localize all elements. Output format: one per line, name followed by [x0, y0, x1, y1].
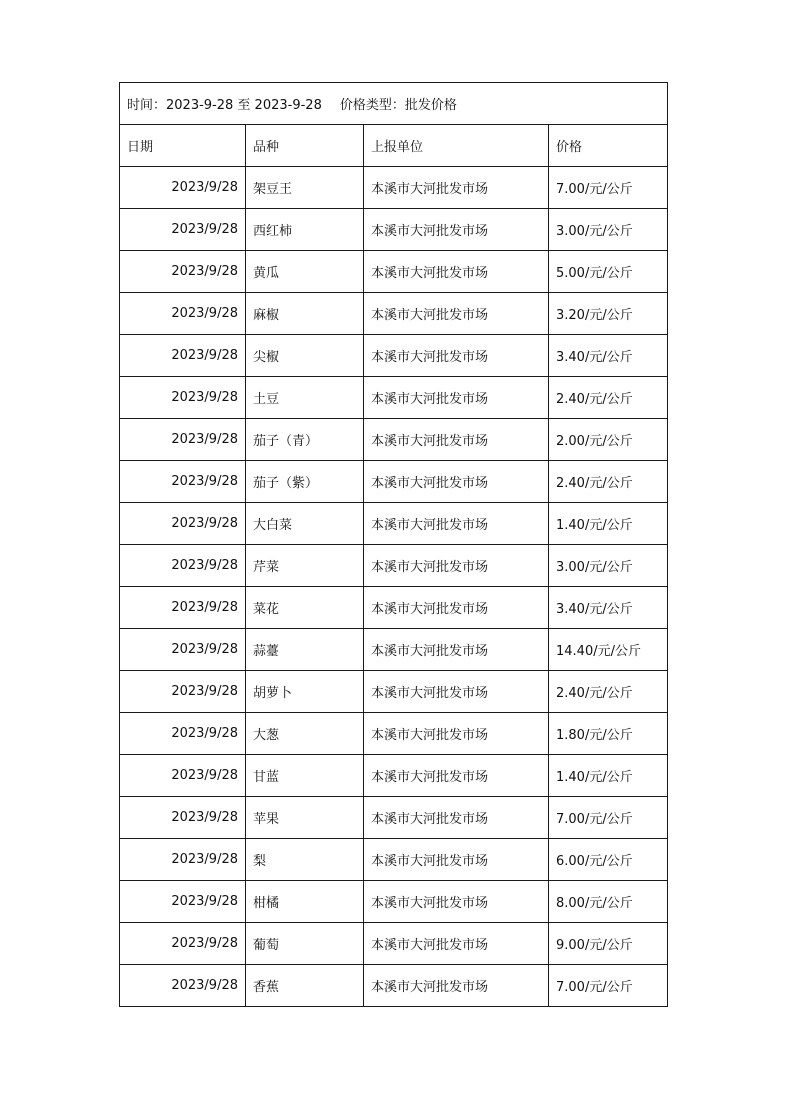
- table-row: [120, 923, 668, 965]
- table-row: [120, 209, 668, 251]
- cell-price: 3.20/元/公斤: [549, 293, 668, 335]
- cell-unit: 本溪市大河批发市场: [364, 923, 549, 965]
- column-header-price: 价格: [549, 125, 668, 167]
- cell-date: 2023/9/28: [120, 503, 246, 545]
- cell-date: 2023/9/28: [120, 167, 246, 209]
- cell-unit: 本溪市大河批发市场: [364, 293, 549, 335]
- cell-date: 2023/9/28: [120, 755, 246, 797]
- cell-price: 3.40/元/公斤: [549, 335, 668, 377]
- cell-date: 2023/9/28: [120, 461, 246, 503]
- table-row: [120, 293, 668, 335]
- table-row: [120, 419, 668, 461]
- cell-price: 1.40/元/公斤: [549, 755, 668, 797]
- table-body: [120, 83, 668, 1007]
- cell-date: 2023/9/28: [120, 251, 246, 293]
- cell-date: 2023/9/28: [120, 797, 246, 839]
- cell-item: 黄瓜: [246, 251, 364, 293]
- cell-date: 2023/9/28: [120, 923, 246, 965]
- cell-unit: 本溪市大河批发市场: [364, 167, 549, 209]
- cell-price: 2.40/元/公斤: [549, 377, 668, 419]
- table-row: [120, 671, 668, 713]
- price-type-value: 批发价格: [404, 98, 457, 113]
- cell-price: 3.00/元/公斤: [549, 545, 668, 587]
- cell-unit: 本溪市大河批发市场: [364, 503, 549, 545]
- cell-unit: 本溪市大河批发市场: [364, 335, 549, 377]
- cell-item: 茄子（青）: [246, 419, 364, 461]
- cell-item: 麻椒: [246, 293, 364, 335]
- cell-item: 尖椒: [246, 335, 364, 377]
- cell-date: 2023/9/28: [120, 545, 246, 587]
- table-row: [120, 251, 668, 293]
- column-header-date: 日期: [120, 125, 246, 167]
- cell-price: 6.00/元/公斤: [549, 839, 668, 881]
- cell-date: 2023/9/28: [120, 377, 246, 419]
- cell-date: 2023/9/28: [120, 419, 246, 461]
- time-range: 2023-9-28 至 2023-9-28: [166, 98, 322, 113]
- cell-unit: 本溪市大河批发市场: [364, 629, 549, 671]
- cell-item: 香蕉: [246, 965, 364, 1007]
- cell-date: 2023/9/28: [120, 965, 246, 1007]
- table-row: [120, 629, 668, 671]
- cell-unit: 本溪市大河批发市场: [364, 965, 549, 1007]
- cell-unit: 本溪市大河批发市场: [364, 419, 549, 461]
- cell-date: 2023/9/28: [120, 839, 246, 881]
- column-header-unit: 上报单位: [364, 125, 549, 167]
- column-header-item: 品种: [246, 125, 364, 167]
- cell-date: 2023/9/28: [120, 335, 246, 377]
- cell-price: 3.40/元/公斤: [549, 587, 668, 629]
- price-table: [119, 82, 668, 1007]
- cell-price: 7.00/元/公斤: [549, 965, 668, 1007]
- cell-date: 2023/9/28: [120, 671, 246, 713]
- header-row: [120, 125, 668, 167]
- cell-price: 8.00/元/公斤: [549, 881, 668, 923]
- cell-price: 1.40/元/公斤: [549, 503, 668, 545]
- cell-unit: 本溪市大河批发市场: [364, 713, 549, 755]
- table-row: [120, 713, 668, 755]
- cell-date: 2023/9/28: [120, 713, 246, 755]
- table-row: [120, 167, 668, 209]
- table-row: [120, 797, 668, 839]
- price-type-label: 价格类型：: [339, 98, 405, 113]
- caption-cell: [120, 83, 668, 125]
- cell-date: 2023/9/28: [120, 293, 246, 335]
- cell-item: 柑橘: [246, 881, 364, 923]
- cell-unit: 本溪市大河批发市场: [364, 881, 549, 923]
- cell-price: 7.00/元/公斤: [549, 167, 668, 209]
- table-row: [120, 881, 668, 923]
- cell-price: 2.40/元/公斤: [549, 461, 668, 503]
- cell-item: 梨: [246, 839, 364, 881]
- cell-item: 葡萄: [246, 923, 364, 965]
- cell-item: 芹菜: [246, 545, 364, 587]
- cell-price: 3.00/元/公斤: [549, 209, 668, 251]
- caption-row: [120, 83, 668, 125]
- cell-date: 2023/9/28: [120, 209, 246, 251]
- cell-unit: 本溪市大河批发市场: [364, 755, 549, 797]
- cell-item: 菜花: [246, 587, 364, 629]
- table-row: [120, 587, 668, 629]
- table-row: [120, 461, 668, 503]
- time-label: 时间：: [127, 98, 167, 113]
- cell-item: 大葱: [246, 713, 364, 755]
- cell-unit: 本溪市大河批发市场: [364, 251, 549, 293]
- cell-unit: 本溪市大河批发市场: [364, 587, 549, 629]
- table-row: [120, 755, 668, 797]
- cell-item: 大白菜: [246, 503, 364, 545]
- cell-unit: 本溪市大河批发市场: [364, 461, 549, 503]
- cell-price: 9.00/元/公斤: [549, 923, 668, 965]
- cell-price: 1.80/元/公斤: [549, 713, 668, 755]
- cell-item: 架豆王: [246, 167, 364, 209]
- table-row: [120, 545, 668, 587]
- cell-unit: 本溪市大河批发市场: [364, 545, 549, 587]
- cell-date: 2023/9/28: [120, 881, 246, 923]
- cell-date: 2023/9/28: [120, 629, 246, 671]
- cell-price: 7.00/元/公斤: [549, 797, 668, 839]
- cell-price: 2.40/元/公斤: [549, 671, 668, 713]
- cell-item: 土豆: [246, 377, 364, 419]
- cell-item: 胡萝卜: [246, 671, 364, 713]
- cell-unit: 本溪市大河批发市场: [364, 209, 549, 251]
- cell-unit: 本溪市大河批发市场: [364, 377, 549, 419]
- cell-price: 14.40/元/公斤: [549, 629, 668, 671]
- cell-price: 5.00/元/公斤: [549, 251, 668, 293]
- cell-date: 2023/9/28: [120, 587, 246, 629]
- cell-price: 2.00/元/公斤: [549, 419, 668, 461]
- table-row: [120, 335, 668, 377]
- cell-item: 苹果: [246, 797, 364, 839]
- table-row: [120, 965, 668, 1007]
- cell-item: 西红柿: [246, 209, 364, 251]
- cell-item: 甘蓝: [246, 755, 364, 797]
- table-row: [120, 377, 668, 419]
- cell-unit: 本溪市大河批发市场: [364, 797, 549, 839]
- table-row: [120, 503, 668, 545]
- cell-item: 蒜薹: [246, 629, 364, 671]
- table-row: [120, 839, 668, 881]
- cell-item: 茄子（紫）: [246, 461, 364, 503]
- cell-unit: 本溪市大河批发市场: [364, 671, 549, 713]
- cell-unit: 本溪市大河批发市场: [364, 839, 549, 881]
